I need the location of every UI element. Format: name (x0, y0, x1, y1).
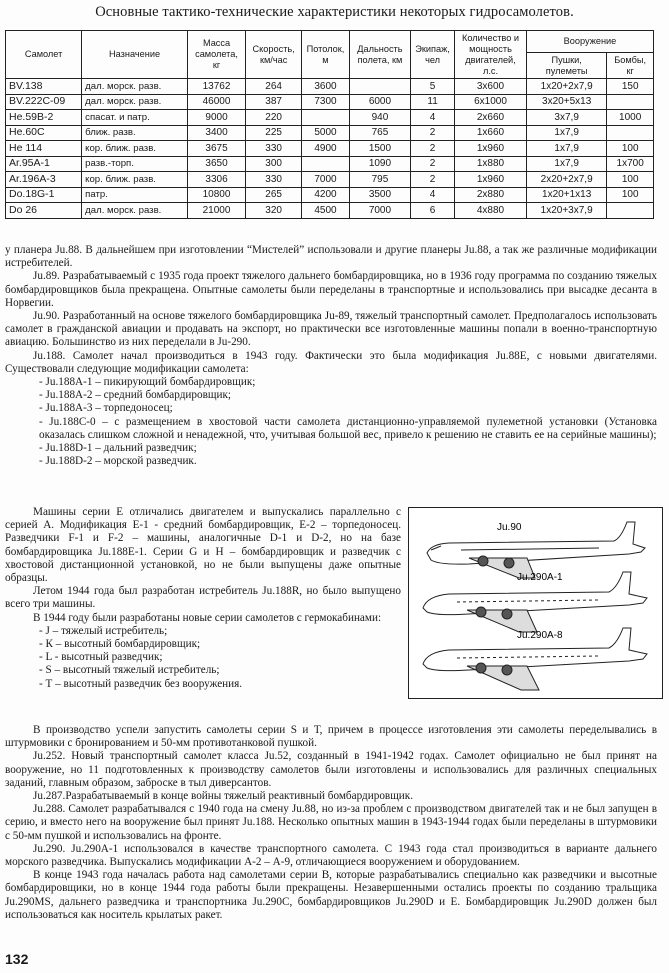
cell-range: 765 (349, 125, 410, 141)
aircraft-ju90-silhouette (427, 522, 645, 578)
cell-engines: 3х600 (455, 79, 527, 95)
cell-engines: 1х880 (455, 156, 527, 172)
cell-crew: 2 (411, 156, 455, 172)
cell-crew: 2 (411, 141, 455, 157)
body-text-bottom (5, 724, 657, 922)
table-row (6, 79, 654, 95)
list-item: - S – высотный тяжелый истребитель; (39, 664, 220, 677)
table-row (6, 110, 654, 126)
cell-ceiling: 4900 (302, 141, 350, 157)
cell-plane: BV.222С-09 (6, 94, 82, 110)
cell-plane: Аr.196А-3 (6, 172, 82, 188)
cell-engines: 2х880 (455, 187, 527, 203)
cell-speed: 220 (246, 110, 302, 126)
list-item: - Т – высотный разведчик без вооружения. (39, 677, 243, 690)
cell-ceiling: 3600 (302, 79, 350, 95)
figure-label-ju290a8: Ju.290A-8 (517, 630, 563, 641)
cell-engines: 2х660 (455, 110, 527, 126)
header-mass: Масса самолета, кг (187, 31, 245, 79)
list-item: - L - высотный разведчик; (39, 651, 163, 664)
cell-ceiling: 4200 (302, 187, 350, 203)
cell-crew: 2 (411, 172, 455, 188)
cell-speed: 264 (246, 79, 302, 95)
cell-engines: 1х960 (455, 172, 527, 188)
cell-purpose: дал. морск. разв. (82, 203, 188, 219)
list-item: - Ju.188А-1 – пикирующий бомбардировщик; (39, 376, 256, 389)
cell-mass: 3650 (187, 156, 245, 172)
cell-plane: Не.60С (6, 125, 82, 141)
cell-guns: 1х20+3х7,9 (526, 203, 606, 219)
table-row (6, 172, 654, 188)
header-armament: Вооружение (526, 31, 653, 53)
cell-plane: Do.18G-1 (6, 187, 82, 203)
cell-mass: 3675 (187, 141, 245, 157)
cell-guns: 1х20+2х7,9 (526, 79, 606, 95)
cell-plane: Не.59В-2 (6, 110, 82, 126)
cell-engines: 1х660 (455, 125, 527, 141)
cell-purpose: дал. морск. разв. (82, 79, 188, 95)
paragraph: В 1944 году были разработаны новые серии самолетов с гермокабинами: (33, 611, 382, 624)
cell-ceiling (302, 156, 350, 172)
list-item: - Ju.188D-1 – дальний разведчик; (39, 442, 197, 455)
cell-bombs: 100 (607, 187, 654, 203)
cell-crew: 5 (411, 79, 455, 95)
cell-speed: 330 (246, 141, 302, 157)
cell-guns: 1х7,9 (526, 125, 606, 141)
cell-purpose: кор. ближ. разв. (82, 141, 188, 157)
header-range: Дальность полета, км (349, 31, 410, 79)
cell-purpose: кор. ближ. разв. (82, 172, 188, 188)
cell-mass: 21000 (187, 203, 245, 219)
table-row (6, 156, 654, 172)
cell-crew: 4 (411, 110, 455, 126)
paragraph: Летом 1944 года был разработан истребитель Ju.188R, но было выпущено всего три машины. (5, 585, 401, 611)
aircraft-figure (408, 507, 663, 699)
table-row (6, 203, 654, 219)
cell-purpose: спасат. и патр. (82, 110, 188, 126)
cell-range: 1500 (349, 141, 410, 157)
cell-mass: 9000 (187, 110, 245, 126)
cell-purpose: разв.-торп. (82, 156, 188, 172)
cell-range (349, 79, 410, 95)
cell-range: 795 (349, 172, 410, 188)
paragraph: Ju.287.Разрабатываемый в конце войны тяжелый реактивный бомбардировщик. (33, 790, 414, 803)
cell-range: 1090 (349, 156, 410, 172)
cell-crew: 6 (411, 203, 455, 219)
cell-ceiling (302, 110, 350, 126)
cell-engines: 6х1000 (455, 94, 527, 110)
paragraph: В производство успели запустить самолеты серии S и Т, причем в процессе изготовления эти самолеты переделывались в штурмовики с бронированием и 50-мм противотанковой пушкой. (5, 724, 657, 750)
cell-mass: 46000 (187, 94, 245, 110)
header-plane: Самолет (6, 31, 82, 79)
cell-bombs: 100 (607, 141, 654, 157)
figure-label-ju90: Ju.90 (497, 522, 522, 533)
cell-bombs (607, 125, 654, 141)
cell-speed: 300 (246, 156, 302, 172)
cell-range: 3500 (349, 187, 410, 203)
cell-mass: 13762 (187, 79, 245, 95)
cell-speed: 225 (246, 125, 302, 141)
table-row (6, 94, 654, 110)
paragraph: В конце 1943 года началась работа над самолетами серии В, которые разрабатывались специально как разведчики и высотные бомбардировщики, но в конце 1944 года работы были прекращены. Незавершенными остались проекты по созданию тральщика Ju.290MS, дальнего разведчика и транспортника Ju.290С, бомбардировщиков Ju.290D и Е. Бомбардировщик Ju.290D должен был использоваться как носитель крылатых ракет. (5, 869, 657, 921)
body-text-left (5, 506, 401, 691)
paragraph: у планера Ju.88. В дальнейшем при изготовлении “Мистелей” использовали и другие планеры Ju.88, а так же различные модификации истребителей. (5, 244, 657, 270)
table-row (6, 187, 654, 203)
cell-guns: 1х7,9 (526, 156, 606, 172)
paragraph: Ju.188. Самолет начал производиться в 1943 году. Фактически это была модификация Ju.88Е, с новыми двигателями. Существовали следующие модификации самолета: (5, 349, 657, 375)
page-title: Основные тактико-технические характеристики некоторых гидросамолетов. (95, 4, 574, 20)
cell-ceiling: 4500 (302, 203, 350, 219)
cell-purpose: ближ. разв. (82, 125, 188, 141)
cell-plane: Do 26 (6, 203, 82, 219)
cell-bombs: 150 (607, 79, 654, 95)
cell-range: 6000 (349, 94, 410, 110)
cell-crew: 2 (411, 125, 455, 141)
cell-crew: 11 (411, 94, 455, 110)
cell-guns: 1х7,9 (526, 141, 606, 157)
cell-engines: 1х960 (455, 141, 527, 157)
cell-bombs: 1000 (607, 110, 654, 126)
header-guns: Пушки, пулеметы (526, 53, 606, 79)
cell-range: 7000 (349, 203, 410, 219)
cell-ceiling: 7300 (302, 94, 350, 110)
list-item: - Ju.188D-2 – морской разведчик. (39, 455, 197, 468)
cell-engines: 4х880 (455, 203, 527, 219)
list-item: - К – высотный бомбардировщик; (39, 638, 201, 651)
list-item: - Ju.188А-3 – торпедоносец; (39, 402, 173, 415)
paragraph: Ju.90. Разработанный на основе тяжелого бомбардировщика Ju-89, тяжелый транспортный самолет. Предполагалось использовать самолет в гражданской авиации и продавать на экспорт, но практически все изготовленные машины попали в военно-транспортную авиацию. Большинство из них переделали в Ju-290. (5, 310, 657, 349)
header-speed: Скорость, км/час (246, 31, 302, 79)
cell-mass: 3400 (187, 125, 245, 141)
figure-label-ju290a1: Ju.290A-1 (517, 572, 563, 583)
cell-crew: 4 (411, 187, 455, 203)
cell-mass: 10800 (187, 187, 245, 203)
cell-guns: 3х7,9 (526, 110, 606, 126)
page-number: 132 (5, 951, 29, 967)
body-text-top (5, 244, 657, 468)
paragraph: Машины серии Е отличались двигателем и выпускались параллельно с серией А. Модификация Е-1 - средний бомбардировщик, Е-2 – торпедоносец. Разведчики F-1 и F-2 – машины, аналогичные D-1 и D-2, но на базе бомбардировщика Ju.188Е-1. Серии G и Н – бомбардировщик и разведчик с хвостовой дистанционной установкой, но не были выпущены даже опытные образцы. (5, 506, 401, 585)
header-ceiling: Потолок, м (302, 31, 350, 79)
cell-bombs: 1х700 (607, 156, 654, 172)
cell-plane: Не 114 (6, 141, 82, 157)
cell-purpose: патр. (82, 187, 188, 203)
cell-speed: 320 (246, 203, 302, 219)
cell-ceiling: 7000 (302, 172, 350, 188)
cell-range: 940 (349, 110, 410, 126)
paragraph: Ju.288. Самолет разрабатывался с 1940 года на смену Ju.88, но из-за проблем с производством двигателей так и не был запущен в серию, и вместо него на вооружение был принят Ju.188. Несколько опытных машин в 1943-1944 годах были переделаны в штурмовики с 50-мм пушкой и использовались на фронте. (5, 803, 657, 842)
cell-guns: 3х20+5х13 (526, 94, 606, 110)
cell-bombs (607, 203, 654, 219)
header-engines: Количество и мощность двигателей, л.с. (455, 31, 527, 79)
cell-purpose: дал. морск. разв. (82, 94, 188, 110)
cell-bombs (607, 94, 654, 110)
header-bombs: Бомбы, кг (607, 53, 654, 79)
paragraph: Ju.252. Новый транспортный самолет класса Ju.52, созданный в 1941-1942 годах. Самолет официально не был принят на вооружение, но 11 подготовленных к производству самолетов были изготовлены и использовались для различных специальных заданий, главным образом, заброске в тыл диверсантов. (5, 750, 657, 789)
header-purpose: Назначение (82, 31, 188, 79)
cell-mass: 3306 (187, 172, 245, 188)
cell-bombs: 100 (607, 172, 654, 188)
table-row (6, 125, 654, 141)
cell-speed: 265 (246, 187, 302, 203)
list-item: - J – тяжелый истребитель; (39, 624, 168, 637)
header-crew: Экипаж, чел (411, 31, 455, 79)
paragraph: Ju.89. Разрабатываемый с 1935 года проект тяжелого дальнего бомбардировщика, но в 1936 году программа по созданию тяжелых бомбардировщиков была прекращена. Опытные самолеты были переделаны в транспортные и использовались при высадке десанта в Норвегии. (5, 270, 657, 309)
paragraph: Ju.290. Ju.290А-1 использовался в качестве транспортного самолета. С 1943 года стал производиться в варианте дальнего морского разведчика. Выпускались модификации А-2 – А-9, отличающиеся вооружением и оборудованием. (5, 842, 657, 869)
table-row (6, 141, 654, 157)
cell-speed: 387 (246, 94, 302, 110)
cell-guns: 2х20+2х7,9 (526, 172, 606, 188)
list-item: - Ju.188А-2 – средний бомбардировщик; (39, 389, 232, 402)
specs-table (5, 30, 654, 219)
cell-plane: BV.138 (6, 79, 82, 95)
cell-guns: 1х20+1х13 (526, 187, 606, 203)
cell-plane: Аr.95А-1 (6, 156, 82, 172)
list-item: - Ju.188С-0 – с размещением в хвостовой части самолета дистанционно-управляемой пулеметной установки (Установка оказалась слишком сложной и ненадежной, что, учитывая большой вес, привело к решению не ставить ее на серийные машины); (39, 415, 657, 441)
cell-ceiling: 5000 (302, 125, 350, 141)
cell-speed: 330 (246, 172, 302, 188)
